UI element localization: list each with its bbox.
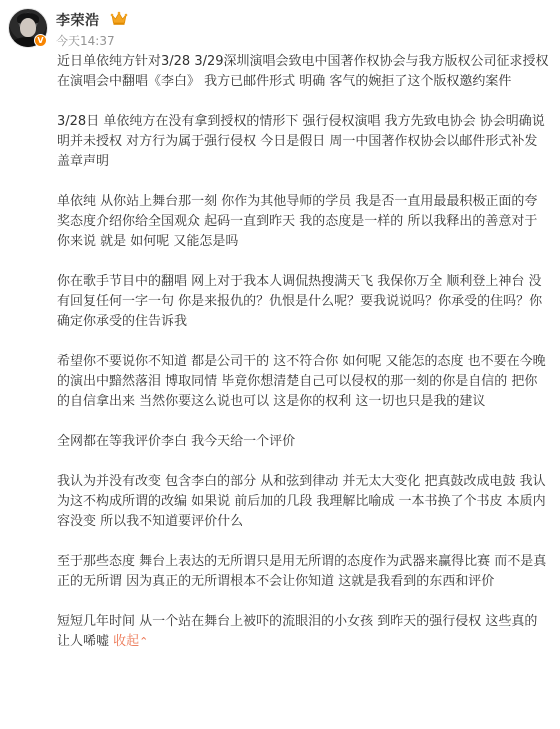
post-paragraph-8: 至于那些态度 舞台上表达的无所谓只是用无所谓的态度作为武器来赢得比赛 而不是真正的无所谓 因为真正的无所谓根本不会让你知道 这就是我看到的东西和评价 [57, 554, 547, 589]
collapse-link[interactable] [113, 634, 148, 649]
post-paragraph-6: 全网都在等我评价李白 我今天给一个评价 [57, 434, 296, 449]
author-avatar[interactable] [8, 8, 48, 48]
crown-icon[interactable] [110, 10, 128, 26]
avatar-face [20, 18, 36, 37]
post-paragraph-1: 近日单依纯方针对3/28 3/29深圳演唱会致电中国著作权协会与我方版权公司征求授权在演唱会中翻唱《李白》 我方已邮件形式 明确 客气的婉拒了这个版权邀约案件 [57, 54, 549, 89]
post-paragraph-9-text: 短短几年时间 从一个站在舞台上被吓的流眼泪的小女孩 到昨天的强行侵权 这些真的让人唏嘘 [57, 614, 538, 649]
post-header [8, 8, 548, 48]
post-content [57, 52, 549, 652]
post-paragraph-5: 希望你不要说你不知道 都是公司干的 这不符合你 如何呢 又能怎的态度 也不要在今晚的演出中黯然落泪 博取同情 毕竟你想清楚自己可以侵权的那一刻的你是自信的 把你的自信拿出来 当然你要这么说也可以 这是你的权利 这一切也只是我的建议 [57, 354, 546, 409]
post-paragraph-9 [57, 612, 549, 652]
chevron-up-icon[interactable]: ⌃ [139, 635, 149, 648]
collapse-label[interactable]: 收起 [113, 634, 140, 649]
verified-v-icon: V [34, 34, 47, 47]
post-time[interactable]: 今天14:37 [56, 34, 115, 48]
post-paragraph-7: 我认为并没有改变 包含李白的部分 从和弦到律动 并无太大变化 把真鼓改成电鼓 我认为这不构成所谓的改编 如果说 前后加的几段 我理解比喻成 一本书换了个书皮 本质内容没变 所以我不知道要评价什么 [57, 474, 546, 529]
post-paragraph-2: 3/28日 单依纯方在没有拿到授权的情形下 强行侵权演唱 我方先致电协会 协会明确说明并未授权 对方行为属于强行侵权 今日是假日 周一中国著作权协会以邮件形式补发盖章声明 [57, 114, 545, 169]
post-paragraph-4: 你在歌手节目中的翻唱 网上对于我本人调侃热搜满天飞 我保你万全 顺利登上神台 没有回复任何一字一句 你是来报仇的？仇恨是什么呢？要我说说吗？你承受的住吗？你确定你承受的住告诉我 [57, 274, 543, 329]
post-paragraph-3: 单依纯 从你站上舞台那一刻 你作为其他导师的学员 我是否一直用最最积极正面的夸奖态度介绍你给全国观众 起码一直到昨天 我的态度是一样的 所以我释出的善意对于你来说 就是 如何呢 又能怎是吗 [57, 194, 538, 249]
author-name[interactable]: 李荣浩 [56, 13, 100, 29]
